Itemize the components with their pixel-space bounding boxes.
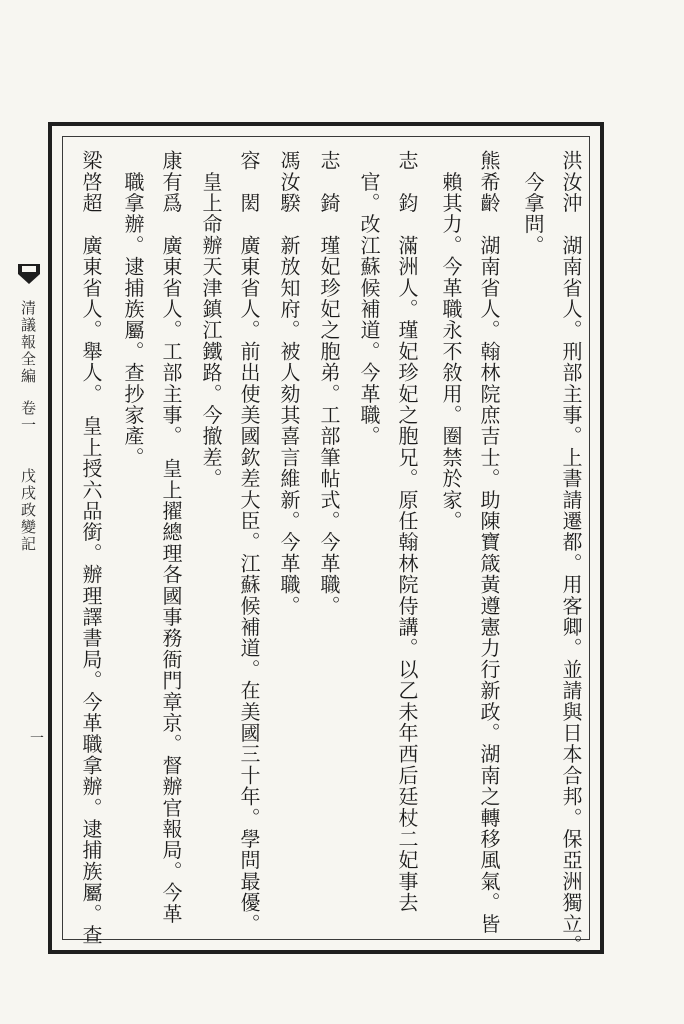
margin-book-title: 清議報全編 [19, 300, 37, 385]
margin-volume-text: 卷一 [19, 400, 37, 434]
text-column-8: 馮汝騤 新放知府。被人劾其喜言維新。今革職。 [277, 150, 301, 617]
text-column-2: 今拿問。 [521, 150, 545, 256]
margin-title [14, 300, 42, 385]
margin-chapter-text: 戊戌政變記 [19, 468, 37, 553]
text-column-5: 志 鈞 滿洲人。瑾妃珍妃之胞兄。原任翰林院侍講。以乙未年西后廷杖二妃事去 [395, 150, 419, 914]
margin-volume [14, 400, 42, 434]
text-column-3: 熊希齡 湖南省人。翰林院庶吉士。助陳寶箴黃遵憲力行新政。湖南之轉移風氣。皆 [477, 150, 501, 935]
text-column-9: 容 閎 廣東省人。前出使美國欽差大臣。江蘇候補道。在美國三十年。學問最優。 [237, 150, 261, 935]
text-column-11: 康有爲 廣東省人。工部主事。 皇上擢總理各國事務衙門章京。督辦官報局。今革 [159, 150, 183, 925]
text-column-4: 賴其力。今革職永不敘用。圈禁於家。 [439, 150, 463, 532]
fish-tail-ornament [16, 262, 42, 286]
text-column-7: 志 錡 瑾妃珍妃之胞弟。工部筆帖式。今革職。 [317, 150, 341, 617]
text-column-12: 職拿辦。逮捕族屬。查抄家產。 [121, 150, 145, 468]
text-column-6: 官。改江蘇候補道。今革職。 [357, 150, 381, 447]
text-column-1: 洪汝沖 湖南省人。刑部主事。上書請遷都。用客卿。並請與日本合邦。保亞洲獨立。 [559, 150, 583, 956]
text-column-10: 皇上命辦天津鎮江鐵路。今撤差。 [199, 150, 223, 490]
margin-chapter [14, 468, 42, 553]
text-column-13: 梁啓超 廣東省人。舉人。 皇上授六品銜。辦理譯書局。今革職拿辦。逮捕族屬。查 [79, 150, 103, 946]
leaf-number: 一 [30, 731, 44, 747]
